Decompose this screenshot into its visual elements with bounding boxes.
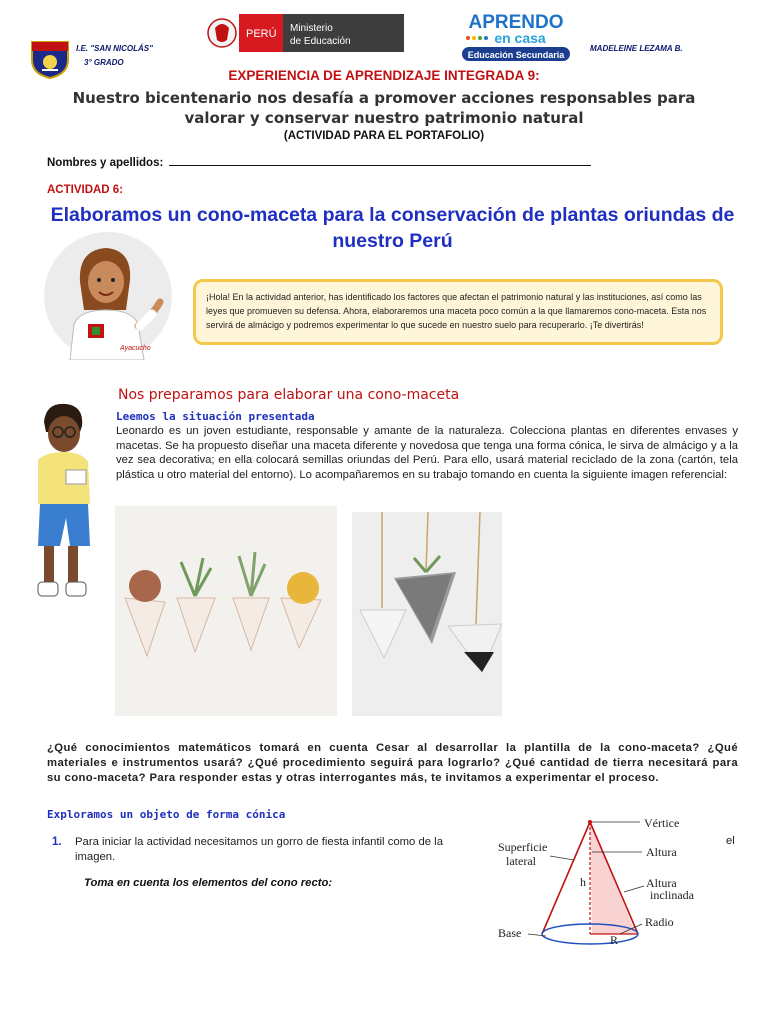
school-info [76, 42, 153, 70]
teacher-name: MADELEINE LEZAMA B. [590, 44, 683, 53]
item-1-tail: el [726, 835, 735, 847]
prep-section-title: Nos preparamos para elaborar una cono-maceta [118, 387, 460, 403]
boy-illustration [22, 400, 104, 605]
experience-heading: EXPERIENCIA DE APRENDIZAJE INTEGRADA 9: [228, 68, 540, 83]
item-1-number: 1. [52, 836, 62, 848]
aprendo-logo-top: APRENDO [468, 12, 564, 33]
minedu-educacion-text: de Educación [290, 36, 351, 47]
label-slant-1: Altura [646, 876, 677, 890]
item-1-text: Para iniciar la actividad necesitamos un gorro de fiesta infantil como de la imagen. [75, 836, 443, 863]
aprendo-en-casa-logo [460, 10, 572, 66]
cone-elements-note: Toma en cuenta los elementos del cono recto: [84, 877, 333, 889]
right-cone-diagram [490, 808, 740, 958]
minedu-ministerio-text: Ministerio [290, 23, 333, 34]
cone-vertex-point [588, 820, 592, 824]
label-vertex: Vértice [644, 816, 680, 830]
label-base: Base [498, 926, 522, 940]
school-name: I.E. "SAN NICOLÁS" [76, 44, 153, 53]
cone-planters-photo-1 [115, 506, 337, 716]
label-height: Altura [646, 845, 677, 859]
label-lateral-2: lateral [506, 854, 536, 868]
questions-paragraph: ¿Qué conocimientos matemáticos tomará en cuenta Cesar al desarrollar la plantilla de la cono-maceta? ¿Qué materiales e instrumentos usará? ¿Qué procedimiento seguirá para lograrlo? ¿Qué cantidad de tierra necesitará para su cono-maceta? Para responder estas y otras interrogantes más, te invitamos a experimentar el proceso. [47, 742, 738, 784]
school-grade: 3° GRADO [84, 58, 124, 67]
cone-planters-photo-2 [352, 512, 502, 716]
names-blank-line[interactable] [169, 156, 591, 166]
minedu-logo [205, 14, 404, 52]
cone-h-letter: h [580, 875, 586, 889]
label-radius: Radio [645, 915, 674, 929]
activity-title: Elaboramos un cono-maceta para la conservación de plantas oriundas de nuestro Perú [50, 204, 735, 252]
portfolio-note: (ACTIVIDAD PARA EL PORTAFOLIO) [283, 130, 485, 142]
names-field[interactable] [47, 156, 591, 169]
situation-paragraph: Leonardo es un joven estudiante, responsable y amante de la naturaleza. Colecciona plantas en diferentes envases y macetas. Se ha propuesto diseñar una maceta diferente y novedosa que tenga una forma cónica, le sirva de almácigo y a la vez sea decorativa; en ella colocará semillas oriundas del Perú. Para ello, usará material reciclado de la zona (cartón, tela plástica u otro material del entorno). Lo acompañaremos en su trabajo tomando en cuenta la siguiente imagen referencial: [116, 425, 738, 481]
cone-r-letter: R [610, 933, 619, 947]
aprendo-logo-mid: en casa [494, 30, 546, 46]
label-lateral-1: Superficie [498, 840, 548, 854]
read-situation-title: Leemos la situación presentada [116, 410, 315, 423]
minedu-peru-text: PERÚ [246, 28, 277, 40]
speech-bubble: ¡Hola! En la actividad anterior, has identificado los factores que afectan el patrimonio natural y las instituciones, así como las leyes que promueven su defensa. Ahora, elaboraremos una maceta poco común a la que llamaremos cono-maceta. Esta nos servirá de almácigo y podremos experimentar lo que sucede en nuestro suelo para recuperarlo. ¡Te divertirás! [193, 279, 723, 345]
shirt-text: Ayacucho [120, 345, 151, 352]
experience-subtitle: Nuestro bicentenario nos desafía a promover acciones responsables para valorar y conservar nuestro patrimonio natural [72, 89, 696, 127]
girl-illustration [40, 232, 176, 360]
names-label: Nombres y apellidos: [47, 157, 164, 169]
aprendo-logo-band: Educación Secundaria [467, 50, 565, 60]
label-slant-2: inclinada [650, 888, 694, 902]
explore-title: Exploramos un objeto de forma cónica [47, 808, 286, 821]
activity-label: ACTIVIDAD 6: [47, 184, 124, 196]
